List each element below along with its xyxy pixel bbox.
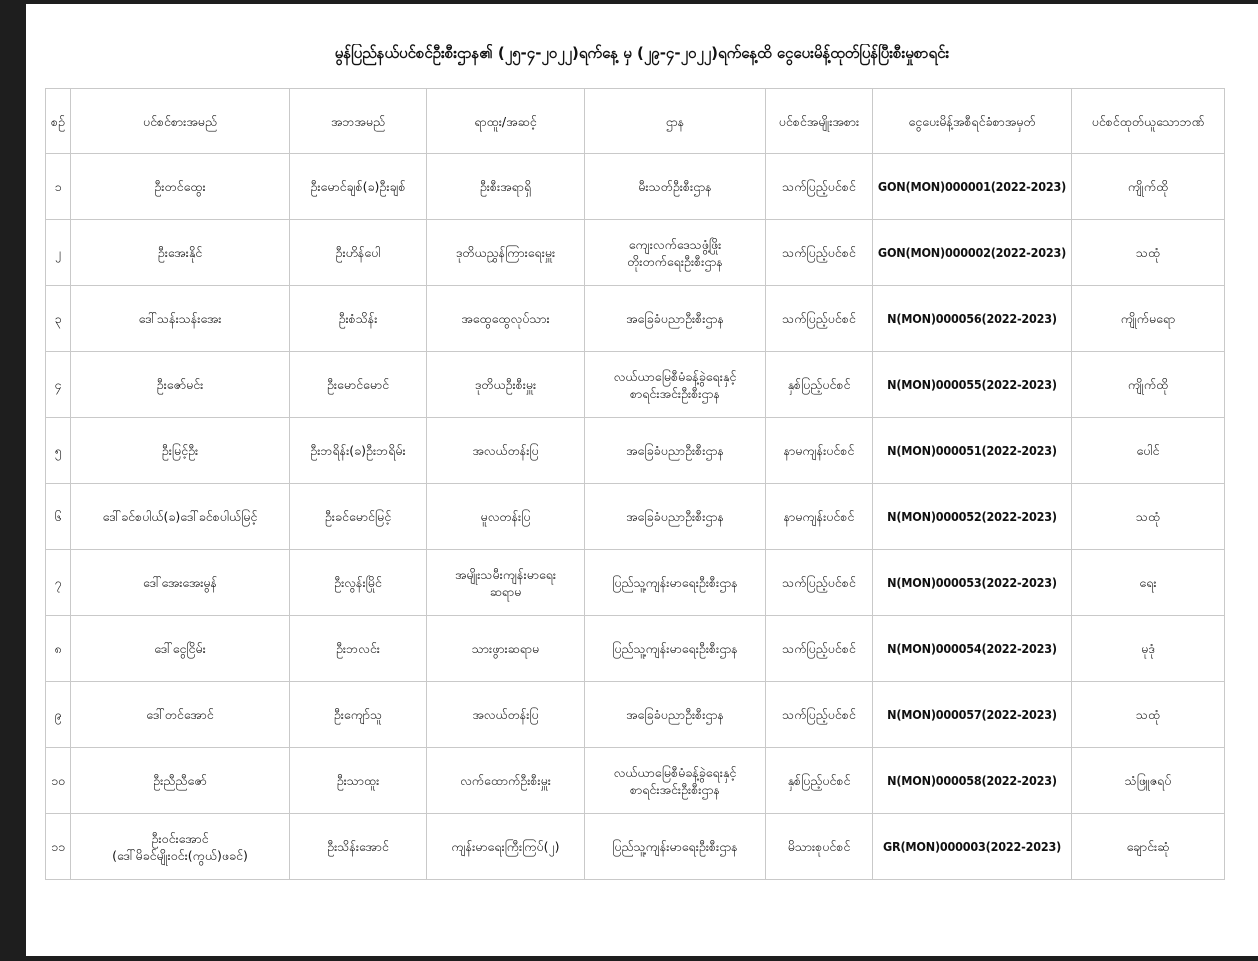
pension-table (45, 88, 1225, 880)
cell-dept-line: ပြည်သူ့ကျန်းမာရေးဦးစီးဌာန (612, 839, 738, 854)
cell-no: ၇ (46, 550, 71, 616)
cell-name-line: ဒေါ်ခင်စပါယ်(ခ)ဒေါ်ခင်စပါယ်မြင့် (102, 509, 258, 524)
cell-rank-line: အထွေထွေလုပ်သား (461, 311, 550, 326)
cell-name (71, 484, 290, 550)
cell-rank (427, 616, 585, 682)
cell-type: သက်ပြည့်ပင်စင် (766, 286, 873, 352)
cell-no: ၁၀ (46, 748, 71, 814)
table-row (46, 220, 1225, 286)
cell-rank (427, 220, 585, 286)
cell-bank: သထုံ (1072, 682, 1225, 748)
cell-rank-line: အလယ်တန်းပြ (472, 443, 539, 458)
cell-name-line: ဦးတင်ထွေး (154, 179, 206, 194)
cell-name-line: ဒေါ်တင်အောင် (146, 707, 214, 722)
cell-no: ၁ (46, 154, 71, 220)
header-cert: ငွေပေးမိန့်အစီရင်ခံစာအမှတ် (873, 89, 1072, 154)
cell-name-line: ဦးညီညီဇော် (153, 773, 207, 788)
cell-type: သက်ပြည့်ပင်စင် (766, 550, 873, 616)
cell-father-line: ဦးသိန်းအောင် (327, 839, 389, 854)
cell-bank: သထုံ (1072, 484, 1225, 550)
cell-father-line: ဦးလွန်းမြိုင် (334, 575, 382, 590)
cell-dept (585, 418, 766, 484)
cell-father-line: ဦးစံသိန်း (338, 311, 378, 326)
header-father: အဘအမည် (290, 89, 427, 154)
cell-cert: N(MON)000052(2022-2023) (873, 484, 1072, 550)
cell-rank (427, 286, 585, 352)
cell-father (290, 748, 427, 814)
cell-rank-line: ဆရာမ (489, 583, 522, 599)
table-row (46, 616, 1225, 682)
cell-father (290, 484, 427, 550)
cell-father-line: ဦးသာထူး (336, 773, 380, 788)
cell-rank-line: သားဖွားဆရာမ (471, 641, 540, 656)
cell-dept-line: လယ်ယာမြေစီမံခန့်ခွဲရေးနှင့် (613, 368, 737, 384)
cell-father (290, 154, 427, 220)
cell-dept-line: ကျေးလက်ဒေသဖွံ့ဖြိုး (628, 236, 722, 252)
cell-bank: ရေး (1072, 550, 1225, 616)
cell-no: ၅ (46, 418, 71, 484)
cell-bank: ချောင်းဆုံ (1072, 814, 1225, 880)
cell-type: မိသားစုပင်စင် (766, 814, 873, 880)
cell-type: နှစ်ပြည့်ပင်စင် (766, 352, 873, 418)
table-row (46, 352, 1225, 418)
cell-cert: GON(MON)000001(2022-2023) (873, 154, 1072, 220)
cell-dept-line: အခြေခံပညာဦးစီးဌာန (626, 443, 724, 458)
cell-no: ၆ (46, 484, 71, 550)
cell-name (71, 748, 290, 814)
table-row (46, 748, 1225, 814)
cell-father (290, 352, 427, 418)
cell-name (71, 352, 290, 418)
cell-dept-line: ပြည်သူ့ကျန်းမာရေးဦးစီးဌာန (612, 575, 738, 590)
cell-type: သက်ပြည့်ပင်စင် (766, 220, 873, 286)
cell-cert: N(MON)000058(2022-2023) (873, 748, 1072, 814)
cell-cert: N(MON)000053(2022-2023) (873, 550, 1072, 616)
header-rank: ရာထူး/အဆင့် (427, 89, 585, 154)
cell-dept-line: လယ်ယာမြေစီမံခန့်ခွဲရေးနှင့် (613, 764, 737, 780)
cell-type: နှစ်ပြည့်ပင်စင် (766, 748, 873, 814)
cell-name-line: ဦးဇော်မင်း (156, 377, 204, 392)
cell-type: သက်ပြည့်ပင်စင် (766, 154, 873, 220)
cell-cert: GON(MON)000002(2022-2023) (873, 220, 1072, 286)
cell-father (290, 418, 427, 484)
cell-dept (585, 682, 766, 748)
table-row (46, 484, 1225, 550)
cell-type: နာမကျန်းပင်စင် (766, 418, 873, 484)
cell-dept (585, 154, 766, 220)
cell-dept-line: အခြေခံပညာဦးစီးဌာန (626, 707, 724, 722)
cell-dept (585, 220, 766, 286)
cell-rank (427, 484, 585, 550)
cell-bank: ပေါင် (1072, 418, 1225, 484)
cell-rank-line: မူလတန်းပြ (480, 509, 531, 524)
table-row (46, 682, 1225, 748)
cell-dept (585, 484, 766, 550)
cell-father-line: ဦးကျော်သူ (333, 707, 383, 722)
cell-bank: ကျိုက်ထို (1072, 154, 1225, 220)
cell-name (71, 418, 290, 484)
cell-no: ၈ (46, 616, 71, 682)
cell-rank (427, 814, 585, 880)
cell-cert: GR(MON)000003(2022-2023) (873, 814, 1072, 880)
cell-father (290, 814, 427, 880)
cell-father (290, 550, 427, 616)
cell-name-line: ဦးမြင့်ဦး (161, 443, 199, 458)
table-header-row (46, 89, 1225, 154)
cell-dept (585, 814, 766, 880)
cell-name (71, 682, 290, 748)
cell-name (71, 814, 290, 880)
header-type: ပင်စင်အမျိုးအစား (766, 89, 873, 154)
cell-rank (427, 682, 585, 748)
cell-bank: ကျိုက်မရော (1072, 286, 1225, 352)
header-dept: ဌာန (585, 89, 766, 154)
cell-rank-line: ဦးစီးအရာရှိ (479, 179, 532, 194)
cell-dept-line: စာရင်းအင်းဦးစီးဌာန (630, 385, 720, 401)
header-no: စဉ် (46, 89, 71, 154)
cell-dept-line: အခြေခံပညာဦးစီးဌာန (626, 509, 724, 524)
cell-father (290, 286, 427, 352)
cell-rank-line: အလယ်တန်းပြ (472, 707, 539, 722)
table-row (46, 814, 1225, 880)
cell-rank (427, 748, 585, 814)
cell-cert: N(MON)000051(2022-2023) (873, 418, 1072, 484)
cell-bank: မုဒုံ (1072, 616, 1225, 682)
cell-no: ၉ (46, 682, 71, 748)
cell-rank-line: ကျန်းမာရေးကြီးကြပ်(၂) (451, 839, 560, 854)
cell-name (71, 286, 290, 352)
cell-name (71, 616, 290, 682)
cell-father-line: ဦးဟိန်ပေါ (335, 245, 381, 260)
cell-name-line: ဒေါ်အေးအေးမွန် (143, 575, 217, 590)
cell-father (290, 220, 427, 286)
header-name: ပင်စင်စားအမည် (71, 89, 290, 154)
cell-father-line: ဦးမောင်မောင် (326, 377, 390, 392)
cell-rank-line: အမျိုးသမီးကျန်းမာရေး (454, 566, 557, 582)
cell-cert: N(MON)000056(2022-2023) (873, 286, 1072, 352)
cell-dept-line: ပြည်သူ့ကျန်းမာရေးဦးစီးဌာန (612, 641, 738, 656)
cell-bank: ကျိုက်ထို (1072, 352, 1225, 418)
cell-no: ၃ (46, 286, 71, 352)
cell-rank-line: ဒုတိယညွှန်ကြားရေးမှူး (455, 245, 556, 260)
cell-dept (585, 352, 766, 418)
cell-type: သက်ပြည့်ပင်စင် (766, 682, 873, 748)
cell-no: ၁၁ (46, 814, 71, 880)
cell-bank: သထုံ (1072, 220, 1225, 286)
cell-dept (585, 748, 766, 814)
cell-bank: သံဖြူဇရပ် (1072, 748, 1225, 814)
table-body (46, 154, 1225, 880)
cell-rank (427, 352, 585, 418)
table-row (46, 550, 1225, 616)
cell-name (71, 550, 290, 616)
table-row (46, 286, 1225, 352)
cell-dept-line: တိုးတက်ရေးဦးစီးဌာန (627, 253, 723, 269)
cell-name-line: ဒေါ်ငွေငြိမ်း (154, 641, 206, 656)
cell-father (290, 616, 427, 682)
cell-dept-line: အခြေခံပညာဦးစီးဌာန (626, 311, 724, 326)
cell-name-line: ဦးအေးနိုင် (157, 245, 203, 260)
cell-name-line: ဦးဝင်းအောင် (151, 830, 209, 846)
document-title: မွန်ပြည်နယ်ပင်စင်ဦးစီးဌာန၏ (၂၅-၄-၂၀၂၂)ရက်နေ့ မှ (၂၉-၄-၂၀၂၂)ရက်နေ့ထိ ငွေပေးမိန့်ထုတ်ပြန်ပြီးစီးမှုစာရင်း (334, 44, 950, 62)
cell-dept (585, 616, 766, 682)
cell-father-line: ဦးမောင်ချစ်(ခ)ဦးချစ် (310, 179, 406, 194)
cell-name-line: (ဒေါ်မိခင်မျိုးဝင်း(ကွယ်)ဖခင်) (112, 847, 248, 863)
cell-name (71, 154, 290, 220)
cell-cert: N(MON)000054(2022-2023) (873, 616, 1072, 682)
cell-rank-line: ဒုတိယဦးစီးမှူး (474, 377, 537, 392)
cell-dept-line: စာရင်းအင်းဦးစီးဌာန (630, 781, 720, 797)
cell-no: ၄ (46, 352, 71, 418)
cell-name (71, 220, 290, 286)
cell-cert: N(MON)000057(2022-2023) (873, 682, 1072, 748)
cell-rank (427, 550, 585, 616)
cell-name-line: ဒေါ်သန်းသန်းအေး (138, 311, 222, 326)
cell-rank (427, 418, 585, 484)
document-page (26, 4, 1258, 956)
cell-dept-line: မီးသတ်ဦးစီးဌာန (638, 179, 712, 194)
cell-rank-line: လက်ထောက်ဦးစီးမှူး (460, 773, 551, 788)
header-bank: ပင်စင်ထုတ်ယူသောဘဏ် (1072, 89, 1225, 154)
cell-type: သက်ပြည့်ပင်စင် (766, 616, 873, 682)
cell-father (290, 682, 427, 748)
cell-cert: N(MON)000055(2022-2023) (873, 352, 1072, 418)
cell-father-line: ဦးဘရိန်း(ခ)ဦးဘရိမ်း (310, 443, 406, 458)
cell-no: ၂ (46, 220, 71, 286)
table-row (46, 418, 1225, 484)
cell-father-line: ဦးဘလင်း (336, 641, 380, 656)
cell-type: နာမကျန်းပင်စင် (766, 484, 873, 550)
cell-father-line: ဦးခင်မောင်မြင့် (324, 509, 392, 524)
cell-dept (585, 550, 766, 616)
table-row (46, 154, 1225, 220)
cell-dept (585, 286, 766, 352)
cell-rank (427, 154, 585, 220)
